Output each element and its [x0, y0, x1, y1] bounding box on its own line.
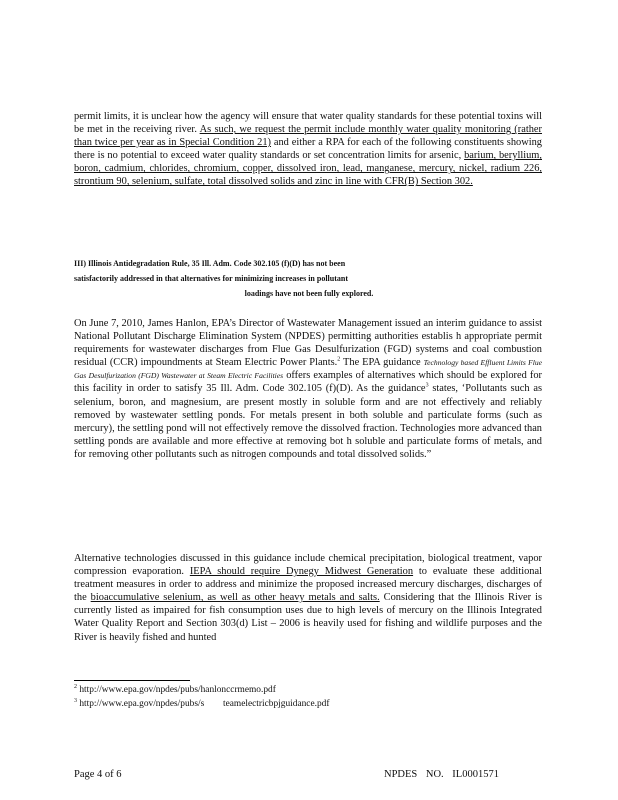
- pollutants-text: bioaccumulative selenium, as well as other heavy metals and salts.: [90, 592, 380, 604]
- footnote-reference: 3: [425, 383, 429, 389]
- footnote-reference: 2: [337, 356, 341, 363]
- paragraph-text: to evaluate these additional treatment measures in order to address and minimize the proposed increased mercury discharges, discharges of the: [74, 566, 542, 604]
- paragraph-alternative-technologies: [74, 552, 542, 644]
- footnote-url: http://www.epa.gov/npdes/pubs/hanlonccrmemo.pdf: [79, 685, 276, 695]
- heading-line: loadings have not been fully explored.: [244, 289, 374, 298]
- footnote-number: 2: [74, 683, 77, 690]
- paragraph-text: On June 7, 2010, James Hanlon, EPA’s Director of Wastewater Management issued an interim guidance to assist National Pollutant Discharge Elimination System (NPDES) permitting authorities establis h appropriate permit requirements for wastewater discharges from Flue Gas Desulfurization (FGD) systems and coal combustion residual (CCR) impoundments at Steam Electric Power Plants.: [74, 318, 542, 369]
- paragraph-permit-limits: [74, 110, 542, 189]
- paragraph-text: offers examples of alternatives which should be explored for this facility in order to satisfy 35 Ill. Adm. Code 302.105 (f)(D). As the guidance: [74, 370, 542, 395]
- paragraph-epa-guidance: [74, 317, 542, 461]
- constituents-list-text: barium, beryllium, boron, cadmium, chlorides, chromium, copper, dissolved iron, lead, manganese, mercury, nickel, radium 226, strontium 90, selenium, sulfate, total dissolved solids and zinc in line with CFR(B) Section 302.: [74, 150, 542, 188]
- footnote-3: [74, 698, 329, 710]
- paragraph-text: Considering that the Illinois River is currently listed as impaired for fish consumption uses due to high levels of mercury on the Illinois Integrated Water Quality Report and Section 303(d) List – 2006 is heavily used for fishing and wildlife purposes and the River is heavily fished and hunted: [74, 592, 542, 643]
- request-text: IEPA should require Dynegy Midwest Generation: [189, 566, 414, 578]
- paragraph-text: permit limits, it is unclear how the agency will ensure that water quality standards for these potential toxins will be met in the receiving river.: [74, 111, 542, 136]
- monitoring-request-text: As such, we request the permit include monthly water quality monitoring (rather than twice per year as in Special Condition 21): [74, 124, 542, 149]
- footnote-separator: [74, 680, 190, 681]
- paragraph-text: Alternative technologies discussed in this guidance include chemical precipitation, biological treatment, vapor compression evaporation.: [74, 553, 542, 578]
- section-heading-antidegradation: [74, 256, 544, 301]
- quotation-text: states, ‘Pollutants such as selenium, boron, and magnesium, are present mostly in soluble form and are not effectively and reliably removed by wastewater settling ponds. For metals present in both soluble and particulate forms (such as mercury), the settling pond will not effectively remove the dissolved fraction. Technologies more advanced than settling ponds are available and more effective at removing bot h soluble and particulate forms of metals, and for removing other pollutants such as nitrogen compounds and total dissolved solids.”: [74, 383, 543, 460]
- heading-line: III) Illinois Antidegradation Rule, 35 Ill. Adm. Code 302.105 (f)(D) has not been: [74, 259, 346, 268]
- paragraph-text: The EPA guidance: [340, 357, 424, 369]
- guidance-title: Technology based Effluent Limits Flue Gas Desulfurization (FGD) Wastewater at Steam Electric Facilities: [74, 358, 542, 381]
- heading-line: satisfactorily addressed in that alternatives for minimizing increases in pollutant: [74, 274, 348, 283]
- paragraph-text: and either a RPA for each of the following constituents showing there is no potential to exceed water quality standards or set concentration limits for arsenic,: [74, 137, 542, 162]
- footnote-number: 3: [74, 697, 77, 704]
- page-number: Page 4 of 6: [74, 769, 122, 780]
- permit-number: NPDES NO. IL0001571: [384, 769, 499, 780]
- footnote-2: [74, 684, 276, 696]
- footnote-url: http://www.epa.gov/npdes/pubs/s teamelectricbpjguidance.pdf: [79, 699, 330, 709]
